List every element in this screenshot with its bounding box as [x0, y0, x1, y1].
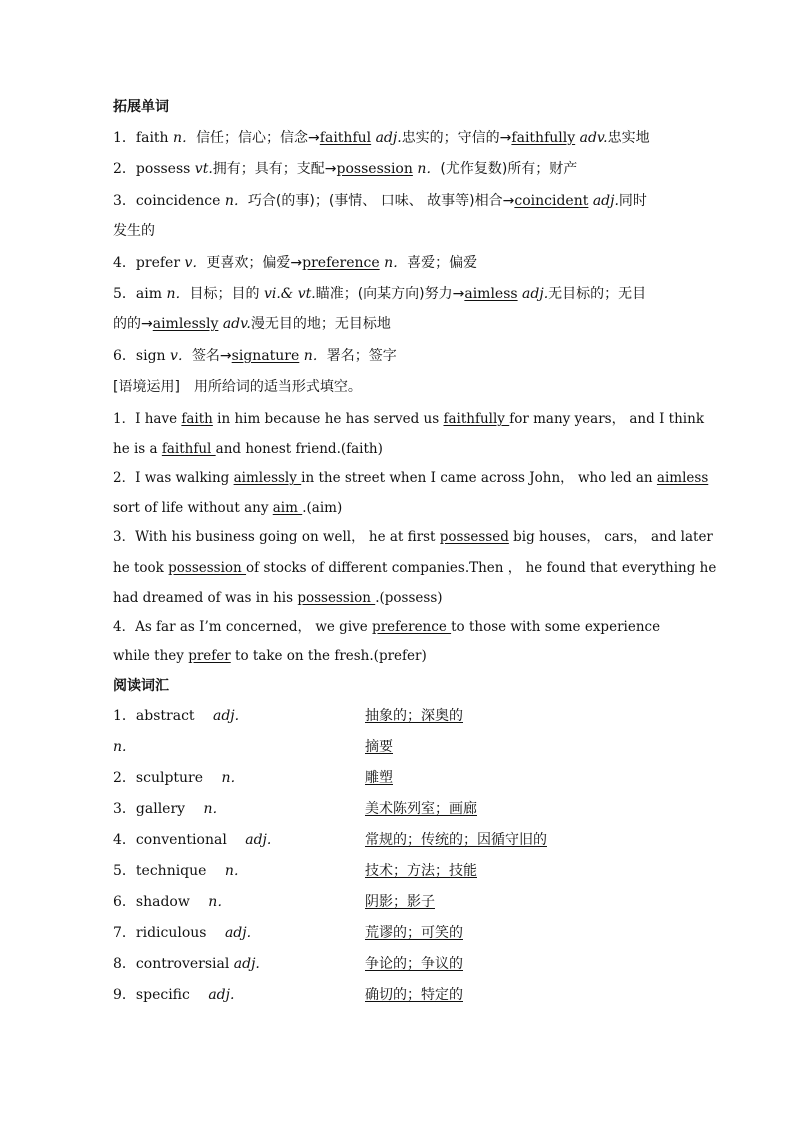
- ext-item-1: 1．faith n．信任；信心；信念→faithful adj.忠实的；守信的→faithfully adv.忠实地: [113, 130, 650, 146]
- vocab-meaning-6: 阴影；影子: [365, 894, 435, 910]
- sentence-1-cont: he is a faithful and honest friend.(faith): [113, 441, 383, 457]
- vocab-row-2: 2．sculpture n．: [113, 770, 245, 786]
- vocab-row-1: 1．abstract adj.: [113, 708, 240, 724]
- sentence-3-cont: he took possession of stocks of different companies.Then ， he found that everything he: [113, 560, 717, 576]
- vocab-row-7: 7．ridiculous adj.: [113, 925, 252, 941]
- ext-item-5-cont: 的的→aimlessly adv.漫无目的地；无目标地: [113, 316, 391, 332]
- vocab-meaning-4: 常规的；传统的；因循守旧的: [365, 832, 547, 848]
- ext-item-6: 6．sign v．签名→signature n．署名；签字: [113, 348, 397, 364]
- sentence-2: 2．I was walking aimlessly in the street when I came across John， who led an aimless: [113, 470, 709, 486]
- sentence-3: 3．With his business going on well， he at first possessed big houses， cars， and later: [113, 529, 713, 545]
- vocab-meaning-9: 确切的；特定的: [365, 987, 463, 1003]
- ext-item-3-cont: 发生的: [113, 223, 155, 239]
- vocab-meaning-7: 荒谬的；可笑的: [365, 925, 463, 941]
- ext-item-3: 3．coincidence n．巧合(的事)；(事情、 口味、 故事等)相合→coincident adj.同时: [113, 193, 647, 209]
- vocab-meaning-5: 技术；方法；技能: [365, 863, 477, 879]
- sentence-1: 1．I have faith in him because he has served us faithfully for many years， and I think: [113, 411, 704, 427]
- ext-item-4: 4．prefer v．更喜欢；偏爱→preference n．喜爱；偏爱: [113, 255, 478, 271]
- heading-reading-vocab: 阅读词汇: [113, 678, 169, 694]
- vocab-row-3: 3．gallery n．: [113, 801, 227, 817]
- vocab-row-8: 8．controversial adj.: [113, 956, 260, 972]
- sentence-4-cont: while they prefer to take on the fresh.(prefer): [113, 648, 427, 664]
- vocab-meaning-8: 争论的；争议的: [365, 956, 463, 972]
- vocab-meaning-2: 雕塑: [365, 770, 393, 786]
- vocab-row-4: 4．conventional adj.: [113, 832, 272, 848]
- context-instruction: [语境运用] 用所给词的适当形式填空。: [113, 379, 362, 395]
- vocab-row-6: 6．shadow n．: [113, 894, 232, 910]
- sentence-4: 4．As far as I’m concerned， we give preference to those with some experience: [113, 619, 661, 635]
- vocab-row-1b: n.: [113, 739, 127, 755]
- vocab-meaning-3: 美术陈列室；画廊: [365, 801, 477, 817]
- vocab-row-5: 5．technique n．: [113, 863, 248, 879]
- heading-extended-words: 拓展单词: [113, 99, 169, 115]
- vocab-row-9: 9．specific adj.: [113, 987, 235, 1003]
- vocab-meaning-1b: 摘要: [365, 739, 393, 755]
- sentence-3-cont-2: had dreamed of was in his possession .(possess): [113, 590, 443, 606]
- ext-item-5: 5．aim n．目标；目的 vi.& vt.瞄准；(向某方向)努力→aimless adj.无目标的；无目: [113, 286, 647, 302]
- vocab-meaning-1: 抽象的；深奥的: [365, 708, 463, 724]
- sentence-2-cont: sort of life without any aim .(aim): [113, 500, 343, 516]
- ext-item-2: 2．possess vt.拥有；具有；支配→possession n．(尤作复数)所有；财产: [113, 161, 578, 177]
